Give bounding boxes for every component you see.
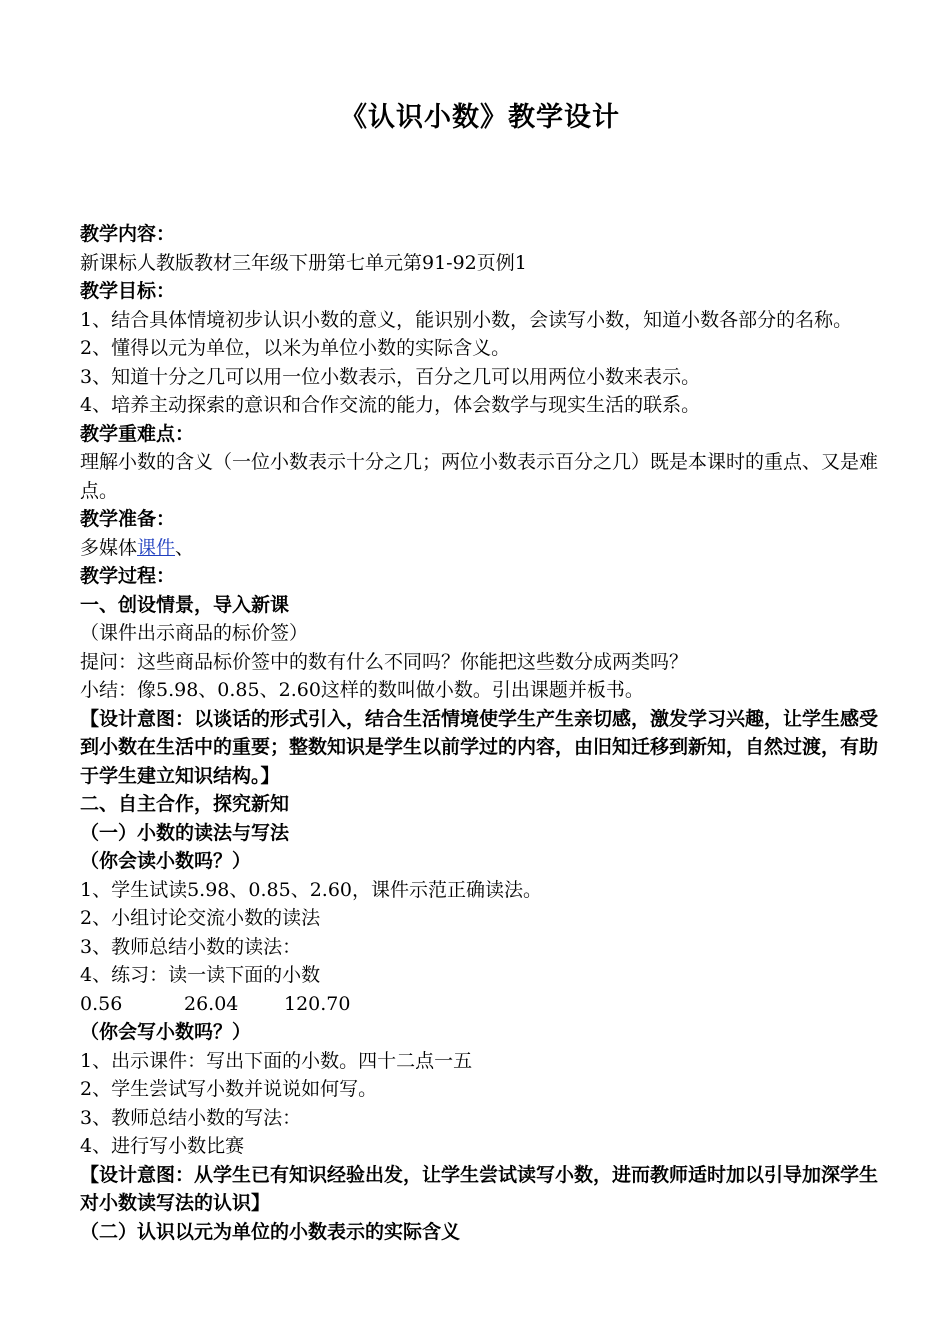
read-step: 3、教师总结小数的读法：	[80, 935, 302, 958]
key-heading: 教学重难点：	[80, 422, 195, 445]
document-page	[80, 100, 880, 1246]
design-intent-1: 【设计意图：以谈话的形式引入，结合生活情境使学生产生亲切感，激发学习兴趣，让学生感受到小数在生活中的重要；整数知识是学生以前学过的内容，由旧知迁移到新知，自然过渡，有助于学生建立知识结构。】	[80, 707, 879, 787]
section1-heading: 一、创设情景，导入新课	[80, 593, 290, 616]
practice-number: 26.04	[184, 992, 239, 1015]
goal-item: 3、知道十分之几可以用一位小数表示，百分之几可以用两位小数来表示。	[80, 365, 701, 388]
read-step: 1、学生试读5.98、0.85、2.60，课件示范正确读法。	[80, 878, 543, 901]
courseware-link[interactable]: 课件	[137, 536, 176, 559]
content-text: 新课标人教版教材三年级下册第七单元第91-92页例1	[80, 251, 527, 274]
read-question: （你会读小数吗？）	[80, 850, 252, 872]
goal-item: 2、懂得以元为单位，以米为单位小数的实际含义。	[80, 337, 511, 359]
prep-text	[80, 534, 880, 563]
write-step: 1、出示课件：写出下面的小数。四十二点一五	[80, 1049, 473, 1072]
practice-numbers	[80, 990, 880, 1019]
write-step: 2、学生尝试写小数并说说如何写。	[80, 1078, 378, 1100]
read-step: 4、练习：读一读下面的小数	[80, 964, 321, 986]
section2-heading: 二、自主合作，探究新知	[80, 793, 290, 815]
goals-heading: 教学目标：	[80, 280, 176, 302]
practice-number: 120.70	[284, 992, 351, 1015]
sub2-heading: （二）认识以元为单位的小数表示的实际含义	[80, 1220, 461, 1243]
prep-heading: 教学准备：	[80, 508, 176, 530]
section1-line: 提问：这些商品标价签中的数有什么不同吗？你能把这些数分成两类吗？	[80, 650, 689, 673]
goal-item: 4、培养主动探索的意识和合作交流的能力，体会数学与现实生活的联系。	[80, 394, 701, 416]
goal-item: 1、结合具体情境初步认识小数的意义，能识别小数，会读写小数，知道小数各部分的名称。	[80, 308, 853, 331]
read-step: 2、小组讨论交流小数的读法	[80, 907, 321, 929]
prep-suffix: 、	[175, 536, 195, 559]
write-step: 4、进行写小数比赛	[80, 1135, 245, 1157]
section1-line: （课件出示商品的标价签）	[80, 622, 309, 644]
process-heading: 教学过程：	[80, 565, 176, 587]
section1-line: 小结：像5.98、0.85、2.60这样的数叫做小数。引出课题并板书。	[80, 679, 644, 701]
prep-prefix: 多媒体	[80, 536, 138, 559]
design-intent-2: 【设计意图：从学生已有知识经验出发，让学生尝试读写小数，进而教师适时加以引导加深学生对小数读写法的认识】	[80, 1163, 879, 1214]
practice-number: 0.56	[80, 992, 123, 1015]
sub1-heading: （一）小数的读法与写法	[80, 821, 290, 844]
key-text: 理解小数的含义（一位小数表示十分之几；两位小数表示百分之几）既是本课时的重点、又是难点。	[80, 451, 879, 502]
content-heading: 教学内容：	[80, 223, 176, 245]
document-title: 《认识小数》教学设计	[340, 102, 620, 133]
write-question: （你会写小数吗？）	[80, 1021, 252, 1043]
write-step: 3、教师总结小数的写法：	[80, 1106, 302, 1129]
